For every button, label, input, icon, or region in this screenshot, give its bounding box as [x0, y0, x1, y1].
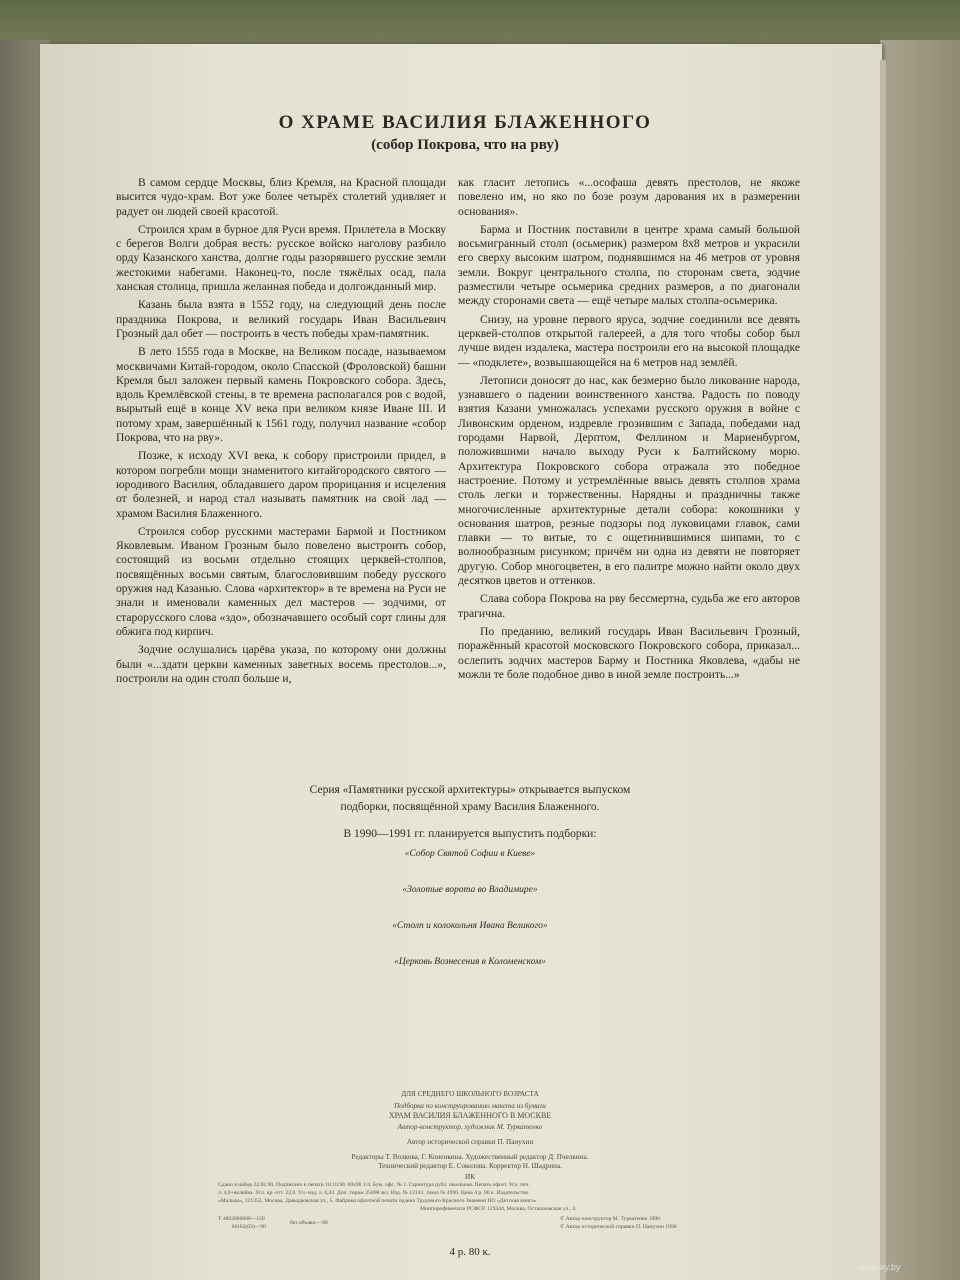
page-title: О ХРАМЕ ВАСИЛИЯ БЛАЖЕННОГО — [278, 112, 652, 133]
text-column-right — [458, 176, 800, 682]
imprint-book-title: ХРАМ ВАСИЛИЯ БЛАЖЕННОГО В МОСКВЕ — [388, 1111, 552, 1120]
paragraph: Позже, к исходу XVI века, к собору пристроили придел, в котором погребли мощи знаменитого китайгородского святого — юродивого Василия, обладавшего даром прорицания и исцеления от болезней, и народ стал называть памятник на свой лад — храмом Василия Блаженного. — [116, 449, 446, 520]
price-label: 4 р. 80 к. — [449, 1246, 491, 1258]
imprint-code: без объявл.—90 — [290, 1220, 328, 1226]
paragraph: В самом сердце Москвы, близ Кремля, на Красной площади высится чудо-храм. Вот уже более четырёх столетий удивляет и радует он людей своей красотой. — [116, 176, 446, 218]
paragraph: В лето 1555 года в Москве, на Великом посаде, называемом москвичами Китай-городом, около Спасской (Фроловской) башни Кремля был заложен первый камень Покровского собора. Здесь, вдоль Кремлёвской стены, в те времена располагался ров с водой, вырытый ещё в конце XV века при великом князе Иване III. И потому храм, завершённый к 1561 году, получил название «собор Покрова, что на рву». — [116, 345, 446, 445]
imprint-history: Автор исторической справки П. Панухин — [406, 1138, 534, 1146]
imprint-age: ДЛЯ СРЕДНЕГО ШКОЛЬНОГО ВОЗРАСТА — [401, 1090, 539, 1098]
series-item: «Церковь Вознесения в Коломенском» — [394, 957, 546, 967]
imprint-editors: Редакторы Т. Волкова, Г. Коненкина. Художественный редактор Д. Пчелкина. — [351, 1153, 589, 1161]
paragraph: Казань была взята в 1552 году, на следующий день после праздника Покрова, и великий государь Иван Васильевич Грозный дал обет — построить в честь победы храм-памятник. — [116, 298, 446, 340]
series-plan-line: В 1990—1991 гг. планируется выпустить подборки: — [343, 828, 597, 840]
series-item: «Золотые ворота во Владимире» — [402, 885, 538, 895]
imprint-ik: ИК — [465, 1173, 475, 1181]
paragraph: Строился храм в бурное для Руси время. Прилетела в Москву с берегов Волги добрая весть: русское войско наголову разбило орду Казанского ханства, долгие годы разорявшего русские земли жестокими набегами. Наконец-то, после тяжёлых осад, пала ханская столица, пришла желанная победа и долгожданный мир. — [116, 222, 446, 294]
series-item: «Столп и колокольня Ивана Великого» — [392, 921, 548, 931]
background-right — [880, 40, 960, 1280]
imprint-print-line: «Малыш», 121352, Москва, Давыдковская ул., 5. Фабрика офсетной печати ордена Трудового Красного Знамени ПО «Детская книга» — [218, 1198, 537, 1204]
imprint-copyright: © Автор-конструктор М. Туркатенко 1990 — [560, 1216, 660, 1222]
text-column-left — [116, 176, 446, 686]
imprint-copyright: © Автор исторической справки П. Панухин 1990 — [560, 1224, 677, 1230]
paragraph: Слава собора Покрова на рву бессмертна, судьба же его авторов трагична. — [458, 592, 800, 620]
paragraph: Строился собор русскими мастерами Бармой и Постником Яковлевым. Иваном Грозным было повелено выстроить собор, состоящий из восьми отдельно стоящих церквей-столпов, посвящённых восьми святым, благословившим победу русского оружия над Казанью. Слова «архитектор» в те времена на Руси не знали и именовали каменных дел мастеров — зодчими, от старорусского слова «здо», обозначавшего особый сорт глины для обжига под кирпич. — [116, 524, 446, 638]
sheet-edge — [880, 60, 886, 1280]
series-item: «Собор Святой Софии в Киеве» — [404, 849, 536, 859]
imprint-print-line: Сдано в набор 22.02.90. Подписано к печати 10.10.90. 60х90 1/4. Бум. офс. № 1. Гарнитура рубл. школьная. Печать офсет. Усл. печ. — [218, 1182, 530, 1188]
paragraph: Снизу, на уровне первого яруса, зодчие соединили все девять церквей-столпов открытой галереей, а для того чтобы собор был лучше виден издалека, мастера построили его на высокой площадке — «подклете», возвышающейся на 6 метров над землёй. — [458, 312, 800, 369]
paragraph: как гласит летопись «...ософаша девять престолов, не якоже повелено им, но яко по бозе розум дарования их в размерении основания». — [458, 176, 800, 218]
imprint-kind: Подборка по конструированию макета из бумаги — [394, 1102, 546, 1110]
paragraph: Барма и Постник поставили в центре храма самый большой восьмигранный столп (осьмерик) размером 8х8 метров и украсили его сверху высоким шатром, поднявшимся на 46 метров от уровня земли. Вокруг центрального столпа, по сторонам света, зодчие разместили четыре осьмерика средних размеров, а по диагонали между сторонами света — ещё четыре малых столпа-осьмерика. — [458, 222, 800, 308]
imprint-tech: Технический редактор Е. Соколова. Корректор Н. Шадрина. — [378, 1162, 562, 1170]
series-announcement-line: подборки, посвящённой храму Василия Блаженного. — [340, 801, 600, 813]
imprint-author: Автор-конструктор, художник М. Туркатенко — [397, 1123, 543, 1131]
imprint-print-line: л. 4,0+вклейка. Усл. кр.-отт. 22,0. Уч.-изд. л. 6,43. Доп. тираж 25000 экз. Изд. № 12143. Заказ № 4990. Цена 4 р. 80 к. Издательство — [218, 1190, 529, 1196]
imprint-code: Т 4802000000—158 — [218, 1216, 265, 1222]
imprint-code: М102(03)—90 — [232, 1224, 266, 1230]
imprint-print-line: Минпорофнмечати РСФСР. 129344, Москва, Осташковская ул., 4. — [420, 1206, 577, 1212]
page-subtitle: (собор Покрова, что на рву) — [371, 137, 559, 153]
paragraph: По преданию, великий государь Иван Васильевич Грозный, поражённый красотой московского Покровского собора, приказал... ослепить зодчих мастеров Барму и Постника Яковлева, «дабы не можли те боле подобное диво в иной земле построить...» — [458, 624, 800, 681]
watermark: www.ay.by — [858, 1262, 901, 1272]
series-announcement-line: Серия «Памятники русской архитектуры» открывается выпуском — [309, 784, 631, 796]
paragraph: Летописи доносят до нас, как безмерно было ликование народа, узнавшего о падении воинственного ханства. Радость по поводу взятия Казани умножалась успехами русского оружия в войне с Ливонским орденом, издревле грозившим с Запада, победами над городами Нарвой, Дерптом, Феллином и Мариенбургом, положившими начало выходу Руси к Балтийскому морю. Архитектура Покровского собора отражала это победное настроение. Потому и устремлённые ввысь девять столпов храма столь легки и торжественны. Нарядны и праздничны также многочисленные архитектурные детали собора: кокошники у основания шатров, резные подзоры под луковицами главок, сами главки — то витые, то с ощетинившимися шипами, то с волнообразным рисунком; причём ни одна из девяти не повторяет другую. Собор многоцветен, в его палитре можно найти около двух десятков цветов и оттенков. — [458, 373, 800, 588]
paragraph: Зодчие ослушались царёва указа, по которому они должны были «...здати церкви каменных заветных восемь престолов...», построили на один столп больше и, — [116, 643, 446, 685]
